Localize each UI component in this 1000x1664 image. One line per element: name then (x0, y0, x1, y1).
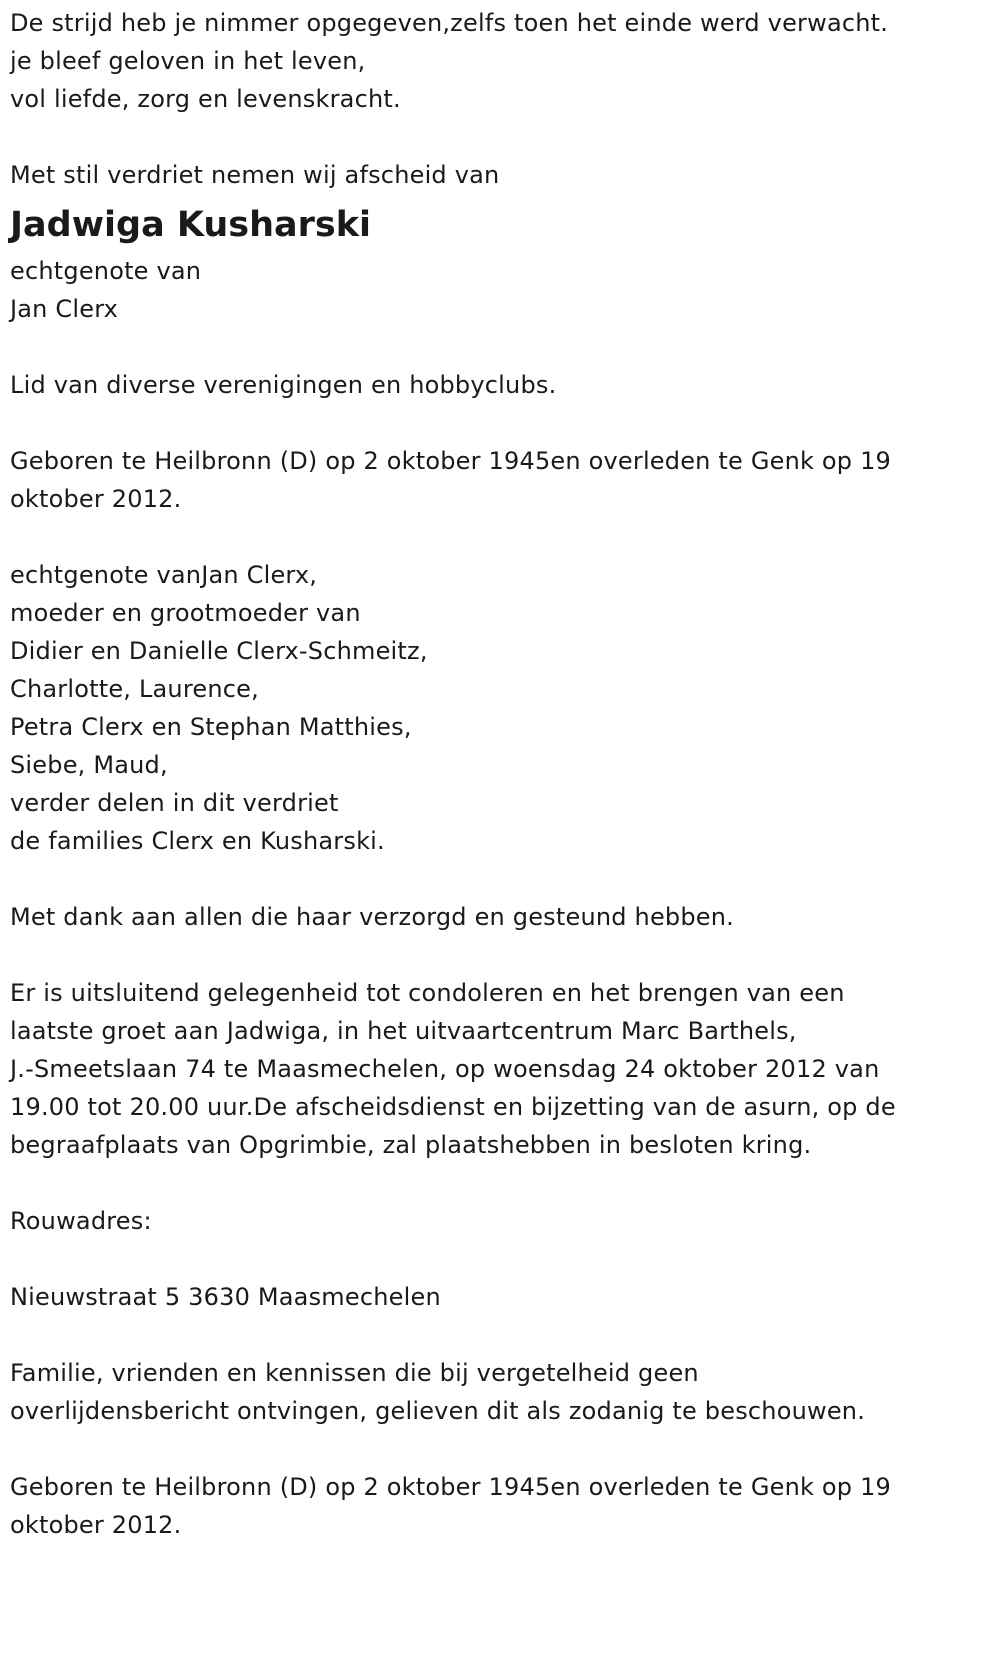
poem-line: vol liefde, zorg en levenskracht. (10, 85, 401, 113)
family-block (10, 556, 995, 860)
family-line: de families Clerx en Kusharski. (10, 827, 385, 855)
rouwadres-address: Nieuwstraat 5 3630 Maasmechelen (10, 1283, 441, 1311)
ceremony-line: 19.00 tot 20.00 uur.De afscheidsdienst en bijzetting van de asurn, op de (10, 1093, 896, 1121)
birth-death-line: Geboren te Heilbronn (D) op 2 oktober 1945en overleden te Genk op 19 (10, 1473, 892, 1501)
birth-death-line: oktober 2012. (10, 485, 182, 513)
membership-text: Lid van diverse verenigingen en hobbyclubs. (10, 371, 557, 399)
rouwadres-label: Rouwadres: (10, 1207, 152, 1235)
poem-line: je bleef geloven in het leven, (10, 47, 366, 75)
family-line: echtgenote vanJan Clerx, (10, 561, 318, 589)
family-line: Petra Clerx en Stephan Matthies, (10, 713, 412, 741)
obituary-text (10, 4, 995, 1544)
birth-death-block (10, 442, 995, 518)
notice-line: overlijdensbericht ontvingen, gelieven dit als zodanig te beschouwen. (10, 1397, 866, 1425)
spouse-line: echtgenote van (10, 257, 202, 285)
family-line: moeder en grootmoeder van (10, 599, 361, 627)
birth-death-repeat-block (10, 1468, 995, 1544)
ceremony-line: laatste groet aan Jadwiga, in het uitvaartcentrum Marc Barthels, (10, 1017, 797, 1045)
spouse-block (10, 252, 995, 328)
birth-death-line: Geboren te Heilbronn (D) op 2 oktober 1945en overleden te Genk op 19 (10, 447, 892, 475)
notice-line: Familie, vrienden en kennissen die bij vergetelheid geen (10, 1359, 699, 1387)
family-line: verder delen in dit verdriet (10, 789, 339, 817)
deceased-name: Jadwiga Kusharski (10, 205, 372, 245)
poem (10, 4, 995, 118)
spouse-line: Jan Clerx (10, 295, 119, 323)
ceremony-line: J.-Smeetslaan 74 te Maasmechelen, op woensdag 24 oktober 2012 van (10, 1055, 880, 1083)
ceremony-line: Er is uitsluitend gelegenheid tot condoleren en het brengen van een (10, 979, 845, 1007)
birth-death-line: oktober 2012. (10, 1511, 182, 1539)
family-line: Charlotte, Laurence, (10, 675, 259, 703)
thanks-text: Met dank aan allen die haar verzorgd en gesteund hebben. (10, 903, 734, 931)
ceremony-line: begraafplaats van Opgrimbie, zal plaatshebben in besloten kring. (10, 1131, 812, 1159)
family-line: Didier en Danielle Clerx-Schmeitz, (10, 637, 428, 665)
ceremony-block (10, 974, 995, 1164)
poem-line: De strijd heb je nimmer opgegeven,zelfs toen het einde werd verwacht. (10, 9, 889, 37)
intro-text: Met stil verdriet nemen wij afscheid van (10, 161, 500, 189)
notice-block (10, 1354, 995, 1430)
family-line: Siebe, Maud, (10, 751, 168, 779)
